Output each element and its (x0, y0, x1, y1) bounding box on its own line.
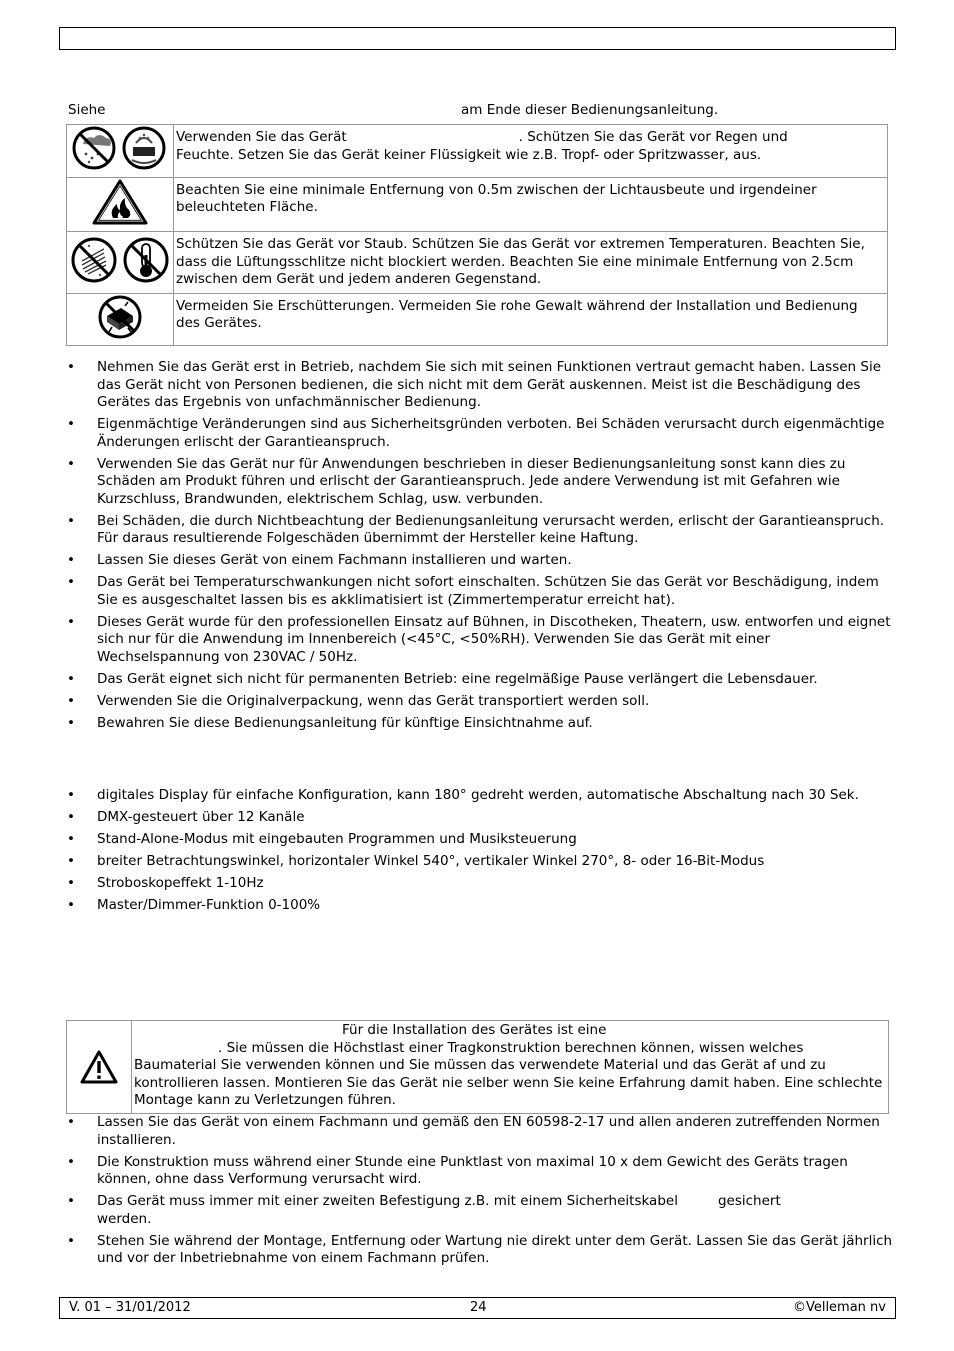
safety-icon-cell (67, 125, 174, 178)
safety-table (66, 124, 888, 346)
list-item (66, 1193, 896, 1228)
warning-triangle-icon (79, 1049, 119, 1085)
footer-page-number: 24 (470, 1300, 487, 1315)
list-item: • Stroboskopeffekt 1-10Hz (66, 875, 896, 893)
safety-text: Beachten Sie eine minimale Entfernung von 0.5m zwischen der Lichtausbeute und irgendeiner beleuchteten Fläche. (174, 177, 888, 232)
list-item: • Lassen Sie dieses Gerät von einem Fachmann installieren und warten. (66, 552, 896, 570)
no-dust-icon (70, 235, 170, 285)
safety-text (174, 125, 888, 178)
list-item: • Lassen Sie das Gerät von einem Fachmann und gemäß den EN 60598-2-17 und allen anderen zutreffenden Normen installieren. (66, 1114, 896, 1149)
safety-line1a: Verwenden Sie das Gerät (176, 129, 347, 145)
header-box (59, 27, 896, 50)
list-item: • Master/Dimmer-Funktion 0-100% (66, 897, 896, 915)
warning-text (134, 1022, 886, 1110)
warning-icon-cell (67, 1021, 132, 1113)
safety-line2: Feuchte. Setzen Sie das Gerät keiner Flüssigkeit wie z.B. Tropf- oder Spritzwasser, aus. (176, 146, 762, 163)
safety-text: Schützen Sie das Gerät vor Staub. Schützen Sie das Gerät vor extremen Temperaturen. Beachten Sie, dass die Lüftungsschlitze nicht blockiert werden. Beachten Sie eine minimale Entfernung von 2.5cm zwischen dem Gerät und jedem anderen Gegenstand. (174, 232, 888, 294)
safety-icon-cell (67, 232, 174, 294)
warning-rest: Baumaterial Sie verwenden können und Sie müssen das verwendete Material und das Gerät af und zu kontrollieren lassen. Montieren Sie das Gerät nie selber wenn Sie keine Erfahrung damit haben. Eine schlechte Montage kann zu Verletzungen führen. (134, 1057, 883, 1108)
safety-row (67, 293, 888, 346)
safety-row (67, 125, 888, 178)
warning-line2: . Sie müssen die Höchstlast einer Tragkonstruktion berechnen können, wissen welches (218, 1039, 804, 1056)
list-item: • Bei Schäden, die durch Nichtbeachtung der Bedienungsanleitung verursacht werden, erlischt der Garantieanspruch. Für daraus resultierende Folgeschäden übernimmt der Hersteller keine Haftung. (66, 513, 896, 548)
no-shock-icon (95, 294, 145, 340)
warning-line1: Für die Installation des Gerätes ist eine (342, 1022, 607, 1038)
list-item: • Das Gerät eignet sich nicht für permanenten Betrieb: eine regelmäßige Pause verlängert die Lebensdauer. (66, 671, 896, 689)
footer (59, 1297, 896, 1319)
no-water-splash-icon (124, 128, 164, 168)
features-list (66, 787, 896, 919)
list-item: • Eigenmächtige Veränderungen sind aus Sicherheitsgründen verboten. Bei Schäden verursacht durch eigenmächtige Änderungen erlischt der Garantieanspruch. (66, 416, 896, 451)
installation-list (66, 1114, 896, 1272)
list-item: • DMX-gesteuert über 12 Kanäle (66, 809, 896, 827)
cable-text-b: gesichert (717, 1193, 781, 1209)
guidelines-list (66, 359, 896, 737)
footer-copyright: ©Velleman nv (792, 1300, 886, 1315)
intro-left: Siehe (68, 102, 106, 118)
list-item: • Das Gerät bei Temperaturschwankungen nicht sofort einschalten. Schützen Sie das Gerät vor Beschädigung, indem Sie es ausgeschaltet lassen bis es akklimatisiert ist (Zimmertemperatur erreicht hat). (66, 574, 896, 609)
safety-row (67, 177, 888, 232)
safety-icon-cell (67, 293, 174, 346)
list-item: • Die Konstruktion muss während einer Stunde eine Punktlast von maximal 10 x dem Gewicht des Geräts tragen können, ohne dass Verformung verursacht wird. (66, 1154, 896, 1189)
list-item: • breiter Betrachtungswinkel, horizontaler Winkel 540°, vertikaler Winkel 270°, 8- oder 16-Bit-Modus (66, 853, 896, 871)
no-rain-icon (70, 125, 170, 171)
safety-icon-cell (67, 177, 174, 232)
intro-right: am Ende dieser Bedienungsanleitung. (461, 102, 719, 118)
list-item: • Stand-Alone-Modus mit eingebauten Programmen und Musiksteuerung (66, 831, 896, 849)
installation-warning-box (66, 1020, 889, 1114)
list-item: • Verwenden Sie die Originalverpackung, wenn das Gerät transportiert werden soll. (66, 693, 896, 711)
footer-version: V. 01 – 31/01/2012 (69, 1300, 191, 1315)
list-item: • digitales Display für einfache Konfiguration, kann 180° gedreht werden, automatische Abschaltung nach 30 Sek. (66, 787, 896, 805)
no-extreme-temperature-icon (125, 239, 167, 281)
cable-text-c: werden. (97, 1210, 152, 1227)
flammable-warning-icon (91, 178, 149, 226)
list-item: • Verwenden Sie das Gerät nur für Anwendungen beschrieben in dieser Bedienungsanleitung sonst kann dies zu Schäden am Produkt führen und erlischt der Garantieanspruch. Jede andere Verwendung ist mit Gefahren wie Kurzschluss, Brandwunden, elektrischem Schlag, usw. verbunden. (66, 456, 896, 509)
safety-line1b: . Schützen Sie das Gerät vor Regen und (518, 129, 788, 145)
list-item: • Bewahren Sie diese Bedienungsanleitung für künftige Einsichtnahme auf. (66, 715, 896, 733)
safety-text: Vermeiden Sie Erschütterungen. Vermeiden Sie rohe Gewalt während der Installation und Bedienung des Gerätes. (174, 293, 888, 346)
list-item: • Nehmen Sie das Gerät erst in Betrieb, nachdem Sie sich mit seinen Funktionen vertraut gemacht haben. Lassen Sie das Gerät nicht von Personen bedienen, die sich nicht mit dem Gerät auskennen. Meist ist die Beschädigung des Gerätes das Ergebnis von unfachmännischer Bedienung. (66, 359, 896, 412)
cable-text-a: Das Gerät muss immer mit einer zweiten Befestigung z.B. mit einem Sicherheitskabel (97, 1193, 678, 1209)
safety-row (67, 232, 888, 294)
list-item: • Stehen Sie während der Montage, Entfernung oder Wartung nie direkt unter dem Gerät. Lassen Sie das Gerät jährlich und vor der Inbetriebnahme von einem Fachmann prüfen. (66, 1233, 896, 1268)
list-item: • Dieses Gerät wurde für den professionellen Einsatz auf Bühnen, in Discotheken, Theatern, usw. entworfen und eignet sich nur für die Anwendung im Innenbereich (<45°C, <50%RH). Verwenden Sie das Gerät mit einer Wechselspannung von 230VAC / 50Hz. (66, 614, 896, 667)
